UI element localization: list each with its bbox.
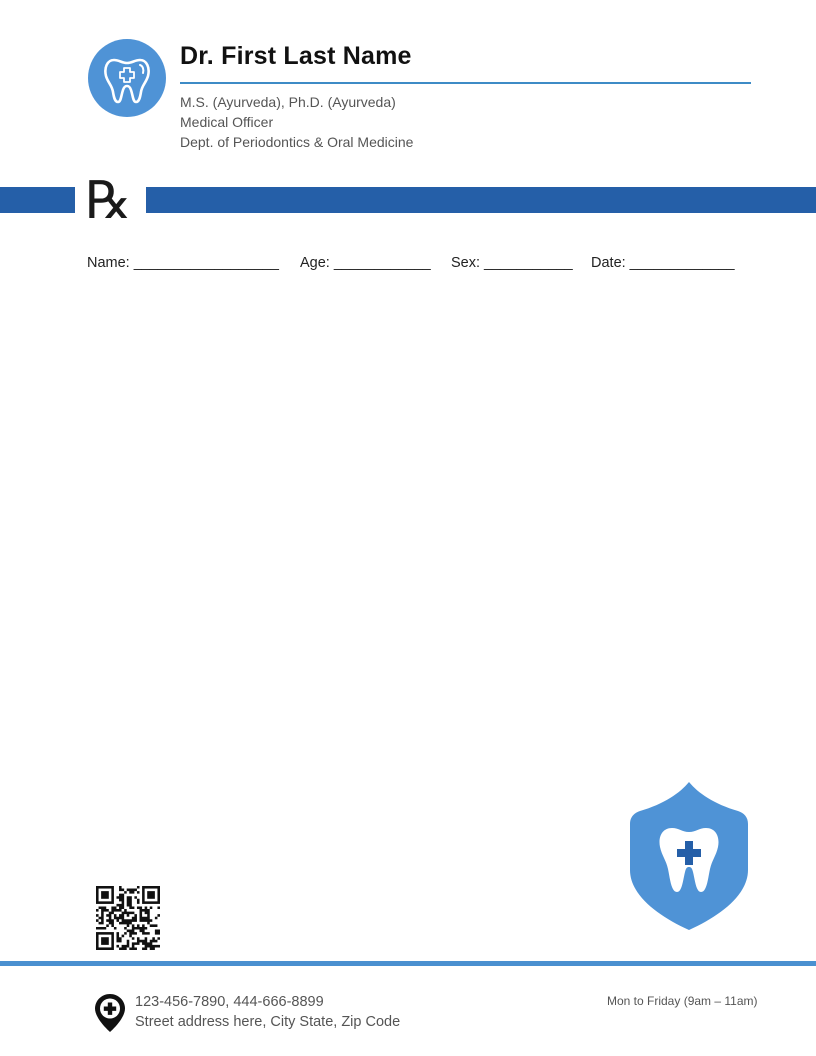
doctor-name: Dr. First Last Name xyxy=(180,42,412,70)
qr-finder-pattern xyxy=(96,932,114,950)
rx-band-right xyxy=(146,187,816,213)
rx-icon xyxy=(80,172,140,228)
tooth-logo-icon xyxy=(87,38,167,118)
credential-department: Dept. of Periodontics & Oral Medicine xyxy=(180,134,414,150)
rx-band-left xyxy=(0,187,75,213)
qr-finder-pattern xyxy=(96,886,114,904)
phone-numbers: 123-456-7890, 444-666-8899 xyxy=(135,994,324,1010)
credential-title: Medical Officer xyxy=(180,114,274,130)
location-pin-icon xyxy=(94,993,126,1033)
patient-name-field: Name: __________________ xyxy=(87,255,279,271)
header-divider xyxy=(180,82,751,84)
footer-divider xyxy=(0,961,816,966)
patient-age-field: Age: ____________ xyxy=(300,255,431,271)
date-field: Date: _____________ xyxy=(591,255,735,271)
shield-tooth-icon xyxy=(628,780,750,932)
rx-glyph: ℞ xyxy=(85,173,132,228)
street-address: Street address here, City State, Zip Code xyxy=(135,1014,401,1030)
patient-sex-field: Sex: ___________ xyxy=(451,255,573,271)
qr-code xyxy=(96,886,160,950)
credential-degrees: M.S. (Ayurveda), Ph.D. (Ayurveda) xyxy=(180,94,396,110)
qr-finder-pattern xyxy=(142,886,160,904)
office-hours: Mon to Friday (9am – 11am) xyxy=(607,994,758,1008)
